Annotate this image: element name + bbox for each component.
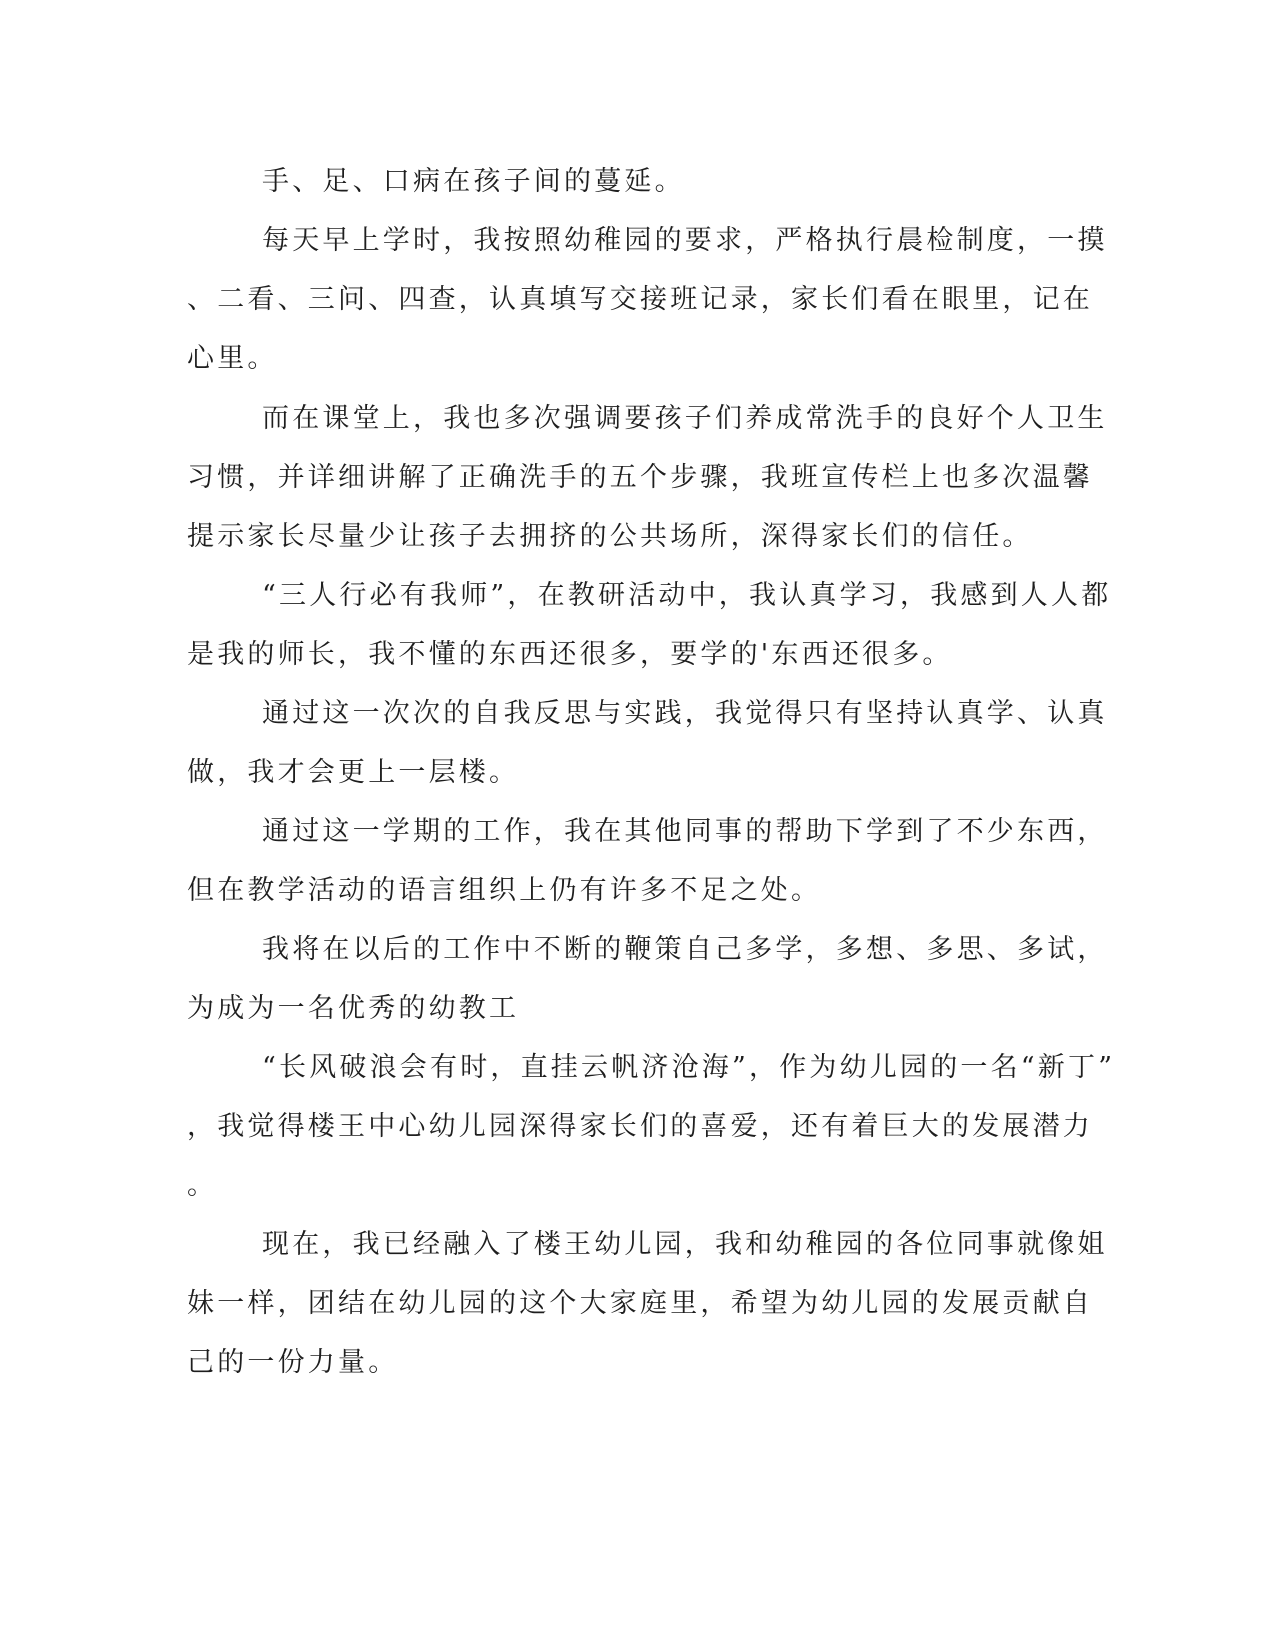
text-line: 每天早上学时，我按照幼稚园的要求，严格执行晨检制度，一摸 — [262, 225, 1108, 256]
text-line: 手、足、口病在孩子间的蔓延。 — [262, 166, 685, 197]
text-line: 己的一份力量。 — [187, 1347, 399, 1378]
text-line: 、二看、三问、四查，认真填写交接班记录，家长们看在眼里，记在 — [187, 284, 1093, 315]
text-line: 习惯，并详细讲解了正确洗手的五个步骤，我班宣传栏上也多次温馨 — [187, 462, 1093, 493]
text-line: 我将在以后的工作中不断的鞭策自己多学，多想、多思、多试， — [262, 934, 1108, 965]
text-line: 提示家长尽量少让孩子去拥挤的公共场所，深得家长们的信任。 — [187, 521, 1033, 552]
text-line: 妹一样，团结在幼儿园的这个大家庭里，希望为幼儿园的发展贡献自 — [187, 1288, 1093, 1319]
text-line: 为成为一名优秀的幼教工 — [187, 993, 520, 1024]
text-line: “三人行必有我师”，在教研活动中，我认真学习，我感到人人都 — [262, 580, 1112, 611]
text-line: 现在，我已经融入了楼王幼儿园，我和幼稚园的各位同事就像姐 — [262, 1229, 1108, 1260]
text-line: 心里。 — [187, 343, 278, 374]
text-line: 通过这一学期的工作，我在其他同事的帮助下学到了不少东西， — [262, 816, 1108, 847]
text-line: 。 — [187, 1170, 218, 1201]
text-line: 做，我才会更上一层楼。 — [187, 757, 520, 788]
text-line: 而在课堂上，我也多次强调要孩子们养成常洗手的良好个人卫生 — [262, 403, 1108, 434]
text-line: “长风破浪会有时，直挂云帆济沧海”，作为幼儿园的一名“新丁” — [262, 1052, 1116, 1083]
text-line: 是我的师长，我不懂的东西还很多，要学的'东西还很多。 — [187, 639, 953, 670]
text-line: ，我觉得楼王中心幼儿园深得家长们的喜爱，还有着巨大的发展潜力 — [187, 1111, 1093, 1142]
text-line: 但在教学活动的语言组织上仍有许多不足之处。 — [187, 875, 822, 906]
text-line: 通过这一次次的自我反思与实践，我觉得只有坚持认真学、认真 — [262, 698, 1108, 729]
